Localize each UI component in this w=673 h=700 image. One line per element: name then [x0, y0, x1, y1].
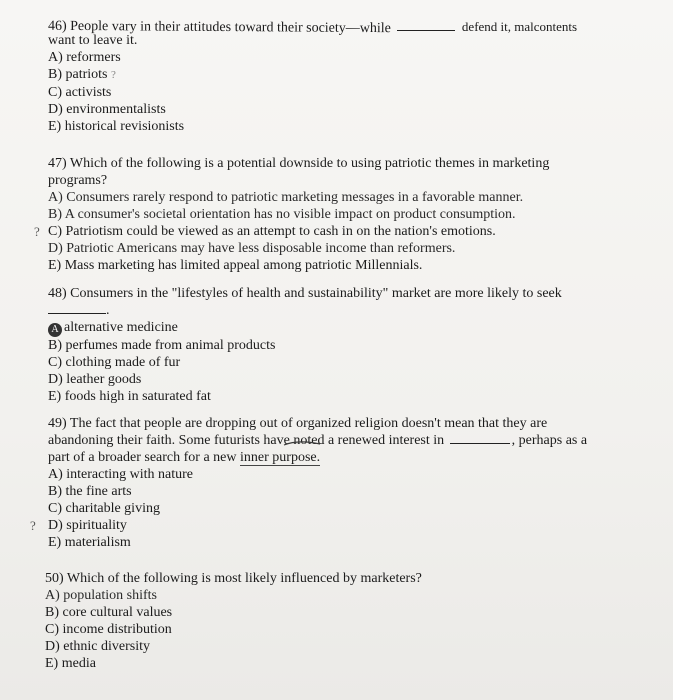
option-e: E) foods high in saturated fat	[48, 389, 211, 404]
circled-answer: A	[48, 323, 62, 337]
question-mark-annotation: ?	[34, 224, 40, 239]
question-46-stem: 46) People vary in their attitudes toward their society—while defend it, malcontents	[47, 18, 578, 37]
option-d: D) ethnic diversity	[45, 639, 150, 654]
option-a: A) reformers	[48, 50, 121, 65]
option-d: D) Patriotic Americans may have less disposable income than reformers.	[48, 241, 456, 256]
option-b: B) perfumes made from animal products	[48, 338, 276, 353]
question-47-stem: 47) Which of the following is a potential downside to using patriotic themes in marketing	[48, 156, 550, 171]
pen-scratch-mark	[282, 440, 322, 446]
option-e: E) Mass marketing has limited appeal among patriotic Millennials.	[48, 258, 423, 273]
option-c: C) charitable giving	[48, 501, 160, 516]
question-mark-annotation: ?	[111, 69, 116, 81]
option-a: A alternative medicine	[48, 319, 562, 337]
option-d: ? D) spirituality	[30, 518, 127, 533]
option-a: A) population shifts	[45, 588, 157, 603]
question-mark-annotation: ?	[30, 518, 36, 533]
option-b: B) core cultural values	[45, 605, 173, 620]
answer-blank	[48, 313, 106, 314]
question-47: 47) Which of the following is a potential downside to using patriotic themes in marketing programs? A) Consumers rarely respond to patriotic marketing messages in a favorable manner. B) A consumer's societal orientation has no visible impact on product consumption. ? C) Patriotism could be viewed as an attempt to cash in on the nation's emotions. D) Patriotic Americans may have less disposable income than reformers. E) Mass marketing has limited appeal among patriotic Millennials.	[34, 156, 550, 273]
option-c: C) clothing made of fur	[48, 355, 181, 370]
option-e: E) media	[45, 656, 96, 671]
question-50	[45, 570, 422, 672]
answer-blank	[450, 443, 510, 444]
option-e: E) materialism	[48, 535, 131, 550]
option-c: C) activists	[48, 85, 112, 100]
option-a: A) Consumers rarely respond to patriotic marketing messages in a favorable manner.	[48, 190, 524, 205]
answer-blank	[397, 30, 455, 31]
option-c: ? C) Patriotism could be viewed as an attempt to cash in on the nation's emotions.	[34, 224, 496, 239]
option-d: D) environmentalists	[48, 102, 166, 117]
question-48: 48) Consumers in the "lifestyles of health and sustainability" market are more likely to seek . A alternative medicine B) perfumes made from animal products C) clothing made of fur D) leather goods E) foods high in saturated fat	[48, 286, 562, 404]
option-d: D) leather goods	[48, 372, 142, 387]
option-c: C) income distribution	[45, 622, 172, 637]
question-49: 49) The fact that people are dropping out of organized religion doesn't mean that they are abandoning their faith. Some futurists have noted a renewed interest in , perhaps as a part of a broader search for a new inner purpose. A) interacting with nature B) the fine arts C) charitable giving ? D) spirituality E) materialism	[30, 416, 588, 550]
question-46: 46) People vary in their attitudes toward their society—while defend it, malcontents want to leave it. A) reformers B) patriots ? C) activists D) environmentalists E) historical revisionists	[47, 18, 578, 134]
option-b: B) the fine arts	[48, 484, 132, 499]
question-50-stem: 50) Which of the following is most likely influenced by marketers?	[45, 571, 422, 586]
question-48-stem: 48) Consumers in the "lifestyles of health and sustainability" market are more likely to seek	[48, 286, 562, 301]
question-49-stem: 49) The fact that people are dropping out of organized religion doesn't mean that they are	[48, 416, 548, 431]
option-a: A) interacting with nature	[48, 467, 194, 482]
option-e: E) historical revisionists	[48, 119, 185, 134]
option-b: B) patriots ?	[48, 67, 116, 82]
option-b: B) A consumer's societal orientation has no visible impact on product consumption.	[48, 207, 516, 222]
